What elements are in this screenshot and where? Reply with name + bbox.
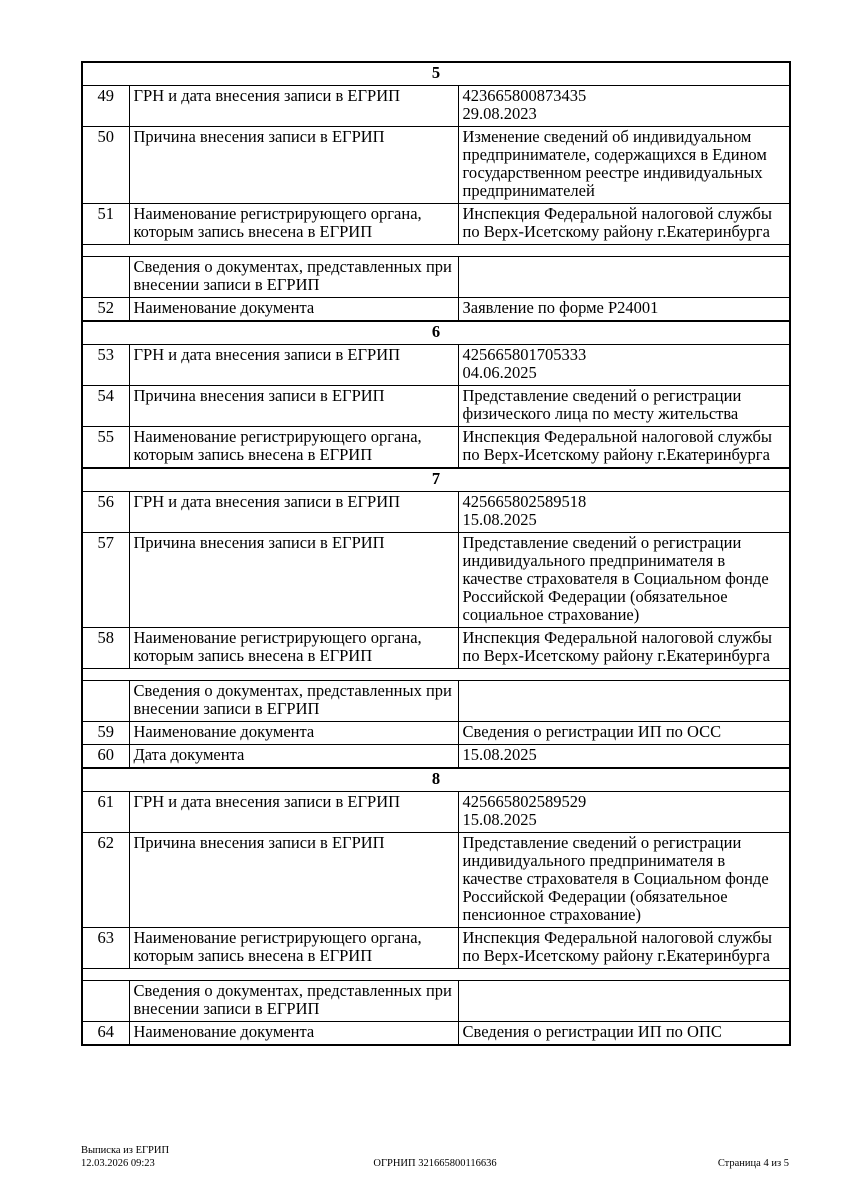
value-line: государственном реестре индивидуальных [462,163,763,182]
section-number: 8 [82,768,790,792]
table-row [82,745,790,769]
value-line: Представление сведений о регистрации [462,533,742,552]
row-number-cell: 61 [82,792,129,833]
section-header-row [82,321,790,345]
section-number: 5 [82,62,790,86]
value-line: индивидуального предпринимателя в [462,551,726,570]
value-line: пенсионное страхование) [462,905,642,924]
row-number-cell: 62 [82,833,129,928]
table-row [82,345,790,386]
value-line: 423665800873435 [462,86,587,105]
field-value-cell [458,492,790,533]
field-label-cell: Наименование документа [129,1022,458,1046]
row-number-cell: 63 [82,928,129,969]
table-row [82,492,790,533]
row-number-cell [82,257,129,298]
field-value-cell [458,86,790,127]
page-footer [81,1144,789,1170]
value-line: 425665802589529 [462,792,587,811]
spacer-row [82,245,790,257]
value-line: 15.08.2025 [462,510,537,529]
spacer-row [82,969,790,981]
field-label-cell: Наименование документа [129,722,458,745]
value-line: Изменение сведений об индивидуальном [462,127,752,146]
value-line: по Верх-Исетскому району г.Екатеринбурга [462,646,770,665]
field-value-cell [458,792,790,833]
field-label-cell: Причина внесения записи в ЕГРИП [129,127,458,204]
value-line: Заявление по форме Р24001 [462,298,659,317]
field-value-cell [458,981,790,1022]
row-number-cell: 51 [82,204,129,245]
footer-doc-type: Выписка из ЕГРИП [81,1145,170,1156]
value-line: 04.06.2025 [462,363,537,382]
value-line: по Верх-Исетскому району г.Екатеринбурга [462,222,770,241]
table-row [82,386,790,427]
table-row [82,127,790,204]
row-number-cell: 50 [82,127,129,204]
value-line: по Верх-Исетскому району г.Екатеринбурга [462,946,770,965]
field-value-cell [458,745,790,769]
row-number-cell: 59 [82,722,129,745]
field-value-cell [458,127,790,204]
value-line: индивидуального предпринимателя в [462,851,726,870]
row-number-cell [82,681,129,722]
value-line: Инспекция Федеральной налоговой службы [462,204,773,223]
row-number-cell [82,981,129,1022]
value-line: 425665802589518 [462,492,587,511]
value-line: Сведения о регистрации ИП по ОСС [462,722,722,741]
row-number-cell: 55 [82,427,129,469]
field-value-cell [458,257,790,298]
field-value-cell [458,386,790,427]
value-line: предпринимателе, содержащихся в Едином [462,145,767,164]
value-line: Инспекция Федеральной налоговой службы [462,928,773,947]
section-number: 6 [82,321,790,345]
field-value-cell [458,833,790,928]
row-number-cell: 60 [82,745,129,769]
row-number-cell: 58 [82,628,129,669]
row-number-cell: 53 [82,345,129,386]
spacer-cell [82,969,790,981]
value-line: Российской Федерации (обязательное [462,587,728,606]
field-value-cell [458,722,790,745]
table-row [82,204,790,245]
value-line: по Верх-Исетскому району г.Екатеринбурга [462,445,770,464]
row-number-cell: 64 [82,1022,129,1046]
row-number-cell: 57 [82,533,129,628]
field-label-cell: Причина внесения записи в ЕГРИП [129,833,458,928]
row-number-cell: 49 [82,86,129,127]
field-label-cell: Причина внесения записи в ЕГРИП [129,386,458,427]
field-label-cell: ГРН и дата внесения записи в ЕГРИП [129,86,458,127]
field-label-cell: Сведения о документах, представленных при внесении записи в ЕГРИП [129,257,458,298]
subheader-row [82,681,790,722]
value-line: социальное страхование) [462,605,640,624]
spacer-row [82,669,790,681]
table-row [82,722,790,745]
section-number: 7 [82,468,790,492]
field-label-cell: Сведения о документах, представленных при внесении записи в ЕГРИП [129,981,458,1022]
row-number-cell: 52 [82,298,129,322]
table-row [82,928,790,969]
section-header-row [82,62,790,86]
table-row [82,833,790,928]
field-value-cell [458,533,790,628]
table-row [82,792,790,833]
field-value-cell [458,681,790,722]
field-value-cell [458,345,790,386]
field-label-cell: ГРН и дата внесения записи в ЕГРИП [129,492,458,533]
table-row [82,86,790,127]
row-number-cell: 56 [82,492,129,533]
field-label-cell: Наименование регистрирующего органа, которым запись внесена в ЕГРИП [129,427,458,469]
subheader-row [82,257,790,298]
field-label-cell: Наименование регистрирующего органа, которым запись внесена в ЕГРИП [129,928,458,969]
row-number-cell: 54 [82,386,129,427]
section-header-row [82,468,790,492]
table-row [82,1022,790,1046]
subheader-row [82,981,790,1022]
field-label-cell: ГРН и дата внесения записи в ЕГРИП [129,345,458,386]
value-line: физического лица по месту жительства [462,404,739,423]
field-label-cell: ГРН и дата внесения записи в ЕГРИП [129,792,458,833]
value-line: Инспекция Федеральной налоговой службы [462,628,773,647]
value-line: 15.08.2025 [462,745,537,764]
field-value-cell [458,628,790,669]
value-line: качестве страхователя в Социальном фонде [462,869,769,888]
table-row [82,628,790,669]
table-row [82,533,790,628]
value-line: 425665801705333 [462,345,587,364]
field-label-cell: Наименование документа [129,298,458,322]
field-value-cell [458,427,790,469]
field-value-cell [458,1022,790,1046]
value-line: Российской Федерации (обязательное [462,887,728,906]
value-line: 15.08.2025 [462,810,537,829]
footer-page-info: Страница 4 из 5 [717,1158,789,1169]
field-label-cell: Наименование регистрирующего органа, которым запись внесена в ЕГРИП [129,204,458,245]
field-value-cell [458,204,790,245]
field-label-cell: Дата документа [129,745,458,769]
value-line: Сведения о регистрации ИП по ОПС [462,1022,722,1041]
value-line: Представление сведений о регистрации [462,833,742,852]
spacer-cell [82,669,790,681]
value-line: Инспекция Федеральной налоговой службы [462,427,773,446]
egrip-records-table [81,61,791,1046]
section-header-row [82,768,790,792]
value-line: Представление сведений о регистрации [462,386,742,405]
footer-left [81,1144,315,1170]
table-row [82,427,790,469]
table-row [82,298,790,322]
value-line: 29.08.2023 [462,104,537,123]
spacer-cell [82,245,790,257]
footer-ogrnip: ОГРНИП 321665800116636 [373,1158,497,1169]
value-line: качестве страхователя в Социальном фонде [462,569,769,588]
field-value-cell [458,298,790,322]
field-label-cell: Причина внесения записи в ЕГРИП [129,533,458,628]
document-table-body [82,62,790,1045]
field-label-cell: Сведения о документах, представленных при внесении записи в ЕГРИП [129,681,458,722]
field-label-cell: Наименование регистрирующего органа, которым запись внесена в ЕГРИП [129,628,458,669]
footer-datetime: 12.03.2026 09:23 [81,1158,155,1169]
field-value-cell [458,928,790,969]
value-line: предпринимателей [462,181,595,200]
